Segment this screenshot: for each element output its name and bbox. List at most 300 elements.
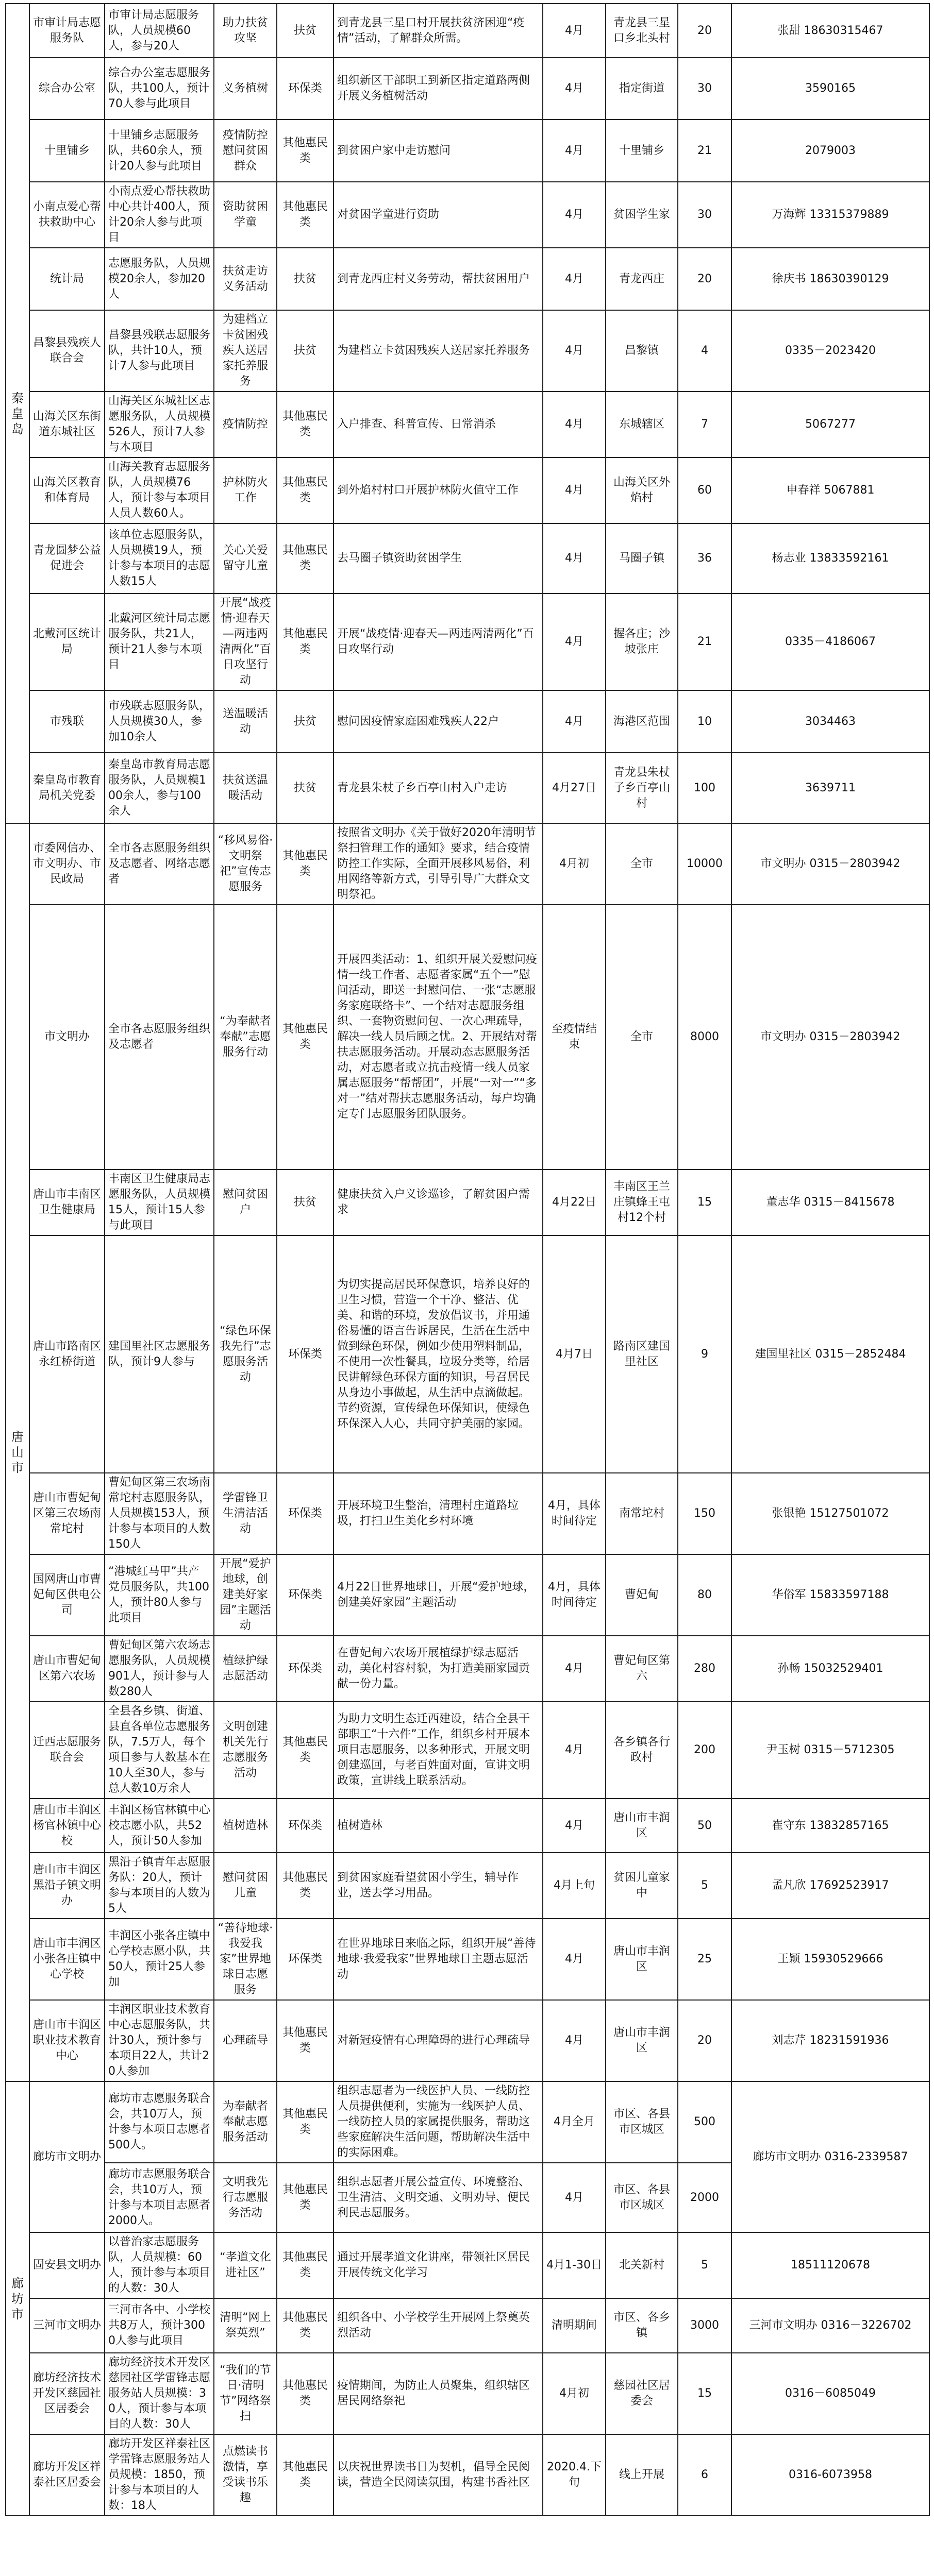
- contact-cell: 万海辉 13315379889: [731, 182, 929, 248]
- num-cell: 2000: [678, 2163, 731, 2232]
- team-cell: 廊坊开发区祥泰社区学雷锋志愿服务站人员规模：1850，预计参与本项目的人数：18人: [105, 2434, 214, 2516]
- time-cell: 4月: [543, 2163, 606, 2232]
- place-cell: 山海关区外焰村: [606, 457, 678, 523]
- content-cell: 组织各中、小学校学生开展网上祭奠英烈活动: [333, 2298, 543, 2353]
- type-cell: 其他惠民类: [277, 120, 333, 182]
- time-cell: 4月全月: [543, 2081, 606, 2163]
- project-cell: 开展“战疫情·迎春天—两违两清两化”百日攻坚行动: [214, 594, 277, 690]
- team-cell: 秦皇岛市教育局志愿服务队，人员规模100余人，参与100余人: [105, 753, 214, 823]
- place-cell: 丰南区王兰庄镇蜂王屯村12个村: [606, 1170, 678, 1235]
- contact-cell: 建国里社区 0315－2852484: [731, 1235, 929, 1473]
- time-cell: 4月: [543, 392, 606, 457]
- team-cell: 小南点爱心帮扶救助中心共计400人，预计20余人参与此项目: [105, 182, 214, 248]
- place-cell: 路南区建国里社区: [606, 1235, 678, 1473]
- type-cell: 其他惠民类: [277, 2353, 333, 2434]
- contact-cell: 崔守东 13832857165: [731, 1799, 929, 1853]
- time-cell: 4月: [543, 58, 606, 120]
- time-cell: 4月: [543, 1702, 606, 1799]
- num-cell: 15: [678, 1170, 731, 1235]
- team-cell: 廊坊市志愿服务联合会，共10万人，预计参与本项目志愿者500人。: [105, 2081, 214, 2163]
- contact-cell: 刘志芹 18231591936: [731, 2000, 929, 2081]
- place-cell: 北关新村: [606, 2232, 678, 2298]
- time-cell: 4月27日: [543, 753, 606, 823]
- place-cell: 全市: [606, 823, 678, 905]
- time-cell: 4月: [543, 690, 606, 753]
- unit-cell: 山海关区教育和体育局: [29, 457, 105, 523]
- num-cell: 30: [678, 58, 731, 120]
- team-cell: 市残联志愿服务队，人员规模30人，参加10余人: [105, 690, 214, 753]
- unit-cell: 廊坊市文明办: [29, 2081, 105, 2232]
- table-row: [6, 2434, 929, 2516]
- place-cell: 昌黎镇: [606, 310, 678, 392]
- num-cell: 3000: [678, 2298, 731, 2353]
- contact-cell: 张银艳 15127501072: [731, 1473, 929, 1554]
- contact-cell: 市文明办 0315－2803942: [731, 823, 929, 905]
- type-cell: 扶贫: [277, 753, 333, 823]
- table-row: [6, 58, 929, 120]
- place-cell: 指定街道: [606, 58, 678, 120]
- content-cell: 入户排查、科普宣传、日常消杀: [333, 392, 543, 457]
- unit-cell: 市残联: [29, 690, 105, 753]
- project-cell: 心理疏导: [214, 2000, 277, 2081]
- unit-cell: 廊坊开发区祥泰社区居委会: [29, 2434, 105, 2516]
- project-cell: 扶贫走访义务活动: [214, 248, 277, 310]
- content-cell: 通过开展孝道文化讲座，带领社区居民开展传统文化学习: [333, 2232, 543, 2298]
- contact-cell: 0316－6085049: [731, 2353, 929, 2434]
- content-cell: 为切实提高居民环保意识，培养良好的卫生习惯，营造一个干净、整洁、优美、和谐的环境，发放倡议书，并用通俗易懂的语言告诉居民，生活在生活中做到绿色环保，例如少使用塑料制品，不使用一次性餐具，垃圾分类等，给居民讲解绿色环保方面的知识，号召居民从身边小事做起，从生活中点滴做起。节约资源，宣传绿色环保知识，使绿色环保深入人心，共同守护美丽的家园。: [333, 1235, 543, 1473]
- project-cell: 护林防火工作: [214, 457, 277, 523]
- type-cell: 其他惠民类: [277, 594, 333, 690]
- num-cell: 50: [678, 1799, 731, 1853]
- num-cell: 21: [678, 594, 731, 690]
- table-row: [6, 2000, 929, 2081]
- time-cell: 4月上旬: [543, 1853, 606, 1919]
- team-cell: 北戴河区统计局志愿服务队，共21人，预计21人参与本项目: [105, 594, 214, 690]
- contact-cell: 5067277: [731, 392, 929, 457]
- team-cell: 山海关教育志愿服务队，人员规模76人，预计参与本项目人员人数60人。: [105, 457, 214, 523]
- num-cell: 9: [678, 1235, 731, 1473]
- time-cell: 至疫情结束: [543, 905, 606, 1170]
- unit-cell: 廊坊经济技术开发区慈园社区居委会: [29, 2353, 105, 2434]
- type-cell: 环保类: [277, 1554, 333, 1636]
- content-cell: 开展“战疫情·迎春天—两违两清两化”百日攻坚行动: [333, 594, 543, 690]
- team-cell: “港城红马甲”共产党员服务队，共100人，预计80人参与此项目: [105, 1554, 214, 1636]
- place-cell: 市区、各县市区城区: [606, 2081, 678, 2163]
- project-cell: 植树造林: [214, 1799, 277, 1853]
- place-cell: 贫困儿童家中: [606, 1853, 678, 1919]
- place-cell: 线上开展: [606, 2434, 678, 2516]
- content-cell: 健康扶贫入户义诊巡诊，了解贫困户需求: [333, 1170, 543, 1235]
- time-cell: 4月: [543, 182, 606, 248]
- contact-cell: 3639711: [731, 753, 929, 823]
- num-cell: 150: [678, 1473, 731, 1554]
- time-cell: 4月: [543, 120, 606, 182]
- content-cell: 组织志愿者为一线医护人员、一线防控人员提供便利，实施为一线医护人员、一线防控人员的家属提供服务，帮助这些家庭解决生活问题，帮助解决生活中的实际困难。: [333, 2081, 543, 2163]
- content-cell: 开展环境卫生整治，清理村庄道路垃圾，打扫卫生美化乡村环境: [333, 1473, 543, 1554]
- project-cell: 扶贫送温暖活动: [214, 753, 277, 823]
- contact-cell: 董志华 0315－8415678: [731, 1170, 929, 1235]
- contact-cell: 0335－2023420: [731, 310, 929, 392]
- contact-cell: 王颖 15930529666: [731, 1919, 929, 2000]
- table-row: [6, 823, 929, 905]
- project-cell: 慰问贫困儿童: [214, 1853, 277, 1919]
- place-cell: 贫困学生家: [606, 182, 678, 248]
- unit-cell: 唐山市丰润区小张各庄镇中心学校: [29, 1919, 105, 2000]
- type-cell: 环保类: [277, 1919, 333, 2000]
- time-cell: 2020.4.下旬: [543, 2434, 606, 2516]
- unit-cell: 市审计局志愿服务队: [29, 4, 105, 58]
- table-row: [6, 392, 929, 457]
- unit-cell: 唐山市丰南区卫生健康局: [29, 1170, 105, 1235]
- table-row: [6, 2298, 929, 2353]
- project-cell: 送温暖活动: [214, 690, 277, 753]
- place-cell: 青龙县朱杖子乡百亭山村: [606, 753, 678, 823]
- volunteer-project-table: [5, 3, 930, 2516]
- time-cell: 4月: [543, 1919, 606, 2000]
- content-cell: 在世界地球日来临之际，组织开展“善待地球·我爱我家”世界地球日主题志愿活动: [333, 1919, 543, 2000]
- contact-cell: 孟凡欣 17692523917: [731, 1853, 929, 1919]
- unit-cell: 唐山市曹妃甸区第三农场南常坨村: [29, 1473, 105, 1554]
- table-row: [6, 2353, 929, 2434]
- type-cell: 其他惠民类: [277, 2000, 333, 2081]
- time-cell: 4月: [543, 457, 606, 523]
- table-row: [6, 310, 929, 392]
- contact-cell: 申春祥 5067881: [731, 457, 929, 523]
- num-cell: 60: [678, 457, 731, 523]
- team-cell: 综合办公室志愿服务队，共100人，预计70人参与此项目: [105, 58, 214, 120]
- unit-cell: 十里铺乡: [29, 120, 105, 182]
- place-cell: 全市: [606, 905, 678, 1170]
- place-cell: 唐山市丰润区: [606, 1919, 678, 2000]
- num-cell: 20: [678, 2000, 731, 2081]
- type-cell: 环保类: [277, 58, 333, 120]
- contact-cell: 廊坊市文明办 0316-2339587: [731, 2081, 929, 2232]
- num-cell: 4: [678, 310, 731, 392]
- place-cell: 海港区范围: [606, 690, 678, 753]
- content-cell: 以庆祝世界读书日为契机，倡导全民阅读，营造全民阅读氛围，构建书香社区: [333, 2434, 543, 2516]
- table-row: [6, 248, 929, 310]
- time-cell: 清明期间: [543, 2298, 606, 2353]
- content-cell: 组织新区干部职工到新区指定道路两侧开展义务植树活动: [333, 58, 543, 120]
- team-cell: 黑沿子镇青年志愿服务队：20人，预计参与本项目的人数为5人: [105, 1853, 214, 1919]
- table-row: [6, 182, 929, 248]
- team-cell: 以普治家志愿服务队，人员规模：60人，预计参与本项目的人数：30人: [105, 2232, 214, 2298]
- content-cell: 按照省文明办《关于做好2020年清明节祭扫管理工作的通知》要求，结合疫情防控工作实际，全面开展移风易俗，利用网络等新方式，引导引导广大群众文明祭祀。: [333, 823, 543, 905]
- table-row: [6, 1554, 929, 1636]
- content-cell: 青龙县朱杖子乡百亭山村入户走访: [333, 753, 543, 823]
- unit-cell: 唐山市丰润区黑沿子镇文明办: [29, 1853, 105, 1919]
- team-cell: 建国里社区志愿服务队，预计9人参与: [105, 1235, 214, 1473]
- time-cell: 4月22日: [543, 1170, 606, 1235]
- num-cell: 280: [678, 1636, 731, 1702]
- unit-cell: 北戴河区统计局: [29, 594, 105, 690]
- place-cell: 各乡镇各行政村: [606, 1702, 678, 1799]
- content-cell: 到贫困户家中走访慰问: [333, 120, 543, 182]
- city-cell: 唐山市: [6, 823, 29, 2081]
- contact-cell: 0335－4186067: [731, 594, 929, 690]
- time-cell: 4月初: [543, 823, 606, 905]
- type-cell: 扶贫: [277, 310, 333, 392]
- project-cell: “我们的节日·清明节”网络祭扫: [214, 2353, 277, 2434]
- type-cell: 环保类: [277, 1799, 333, 1853]
- project-cell: “绿色环保我先行”志愿服务活动: [214, 1235, 277, 1473]
- place-cell: 东城辖区: [606, 392, 678, 457]
- table-row: [6, 1235, 929, 1473]
- num-cell: 8000: [678, 905, 731, 1170]
- table-body: [6, 4, 929, 2516]
- team-cell: 廊坊经济技术开发区慈园社区学雷锋志愿服务站人员规模：30人，预计参与本项目的人数：30人: [105, 2353, 214, 2434]
- unit-cell: 三河市文明办: [29, 2298, 105, 2353]
- num-cell: 10000: [678, 823, 731, 905]
- team-cell: 丰润区小张各庄镇中心学校志愿小队，共50人，预计25人参加: [105, 1919, 214, 2000]
- table-row: [6, 1170, 929, 1235]
- contact-cell: 3590165: [731, 58, 929, 120]
- type-cell: 扶贫: [277, 248, 333, 310]
- type-cell: 其他惠民类: [277, 2298, 333, 2353]
- num-cell: 5: [678, 2232, 731, 2298]
- team-cell: 丰润区职业技术教育中心志愿服务队，共计30人，预计参与本项目22人，共计20人参加: [105, 2000, 214, 2081]
- place-cell: 唐山市丰润区: [606, 2000, 678, 2081]
- type-cell: 环保类: [277, 1636, 333, 1702]
- num-cell: 15: [678, 2353, 731, 2434]
- content-cell: 为建档立卡贫困残疾人送居家托养服务: [333, 310, 543, 392]
- type-cell: 其他惠民类: [277, 905, 333, 1170]
- content-cell: 到青龙县三星口村开展扶贫济困迎“疫情”活动，了解群众所需。: [333, 4, 543, 58]
- unit-cell: 昌黎县残疾人联合会: [29, 310, 105, 392]
- num-cell: 30: [678, 182, 731, 248]
- type-cell: 扶贫: [277, 690, 333, 753]
- team-cell: 全市各志愿服务组织及志愿者、网络志愿者: [105, 823, 214, 905]
- type-cell: 环保类: [277, 1473, 333, 1554]
- place-cell: 曹妃甸: [606, 1554, 678, 1636]
- time-cell: 4月: [543, 248, 606, 310]
- place-cell: 慈园社区居委会: [606, 2353, 678, 2434]
- unit-cell: 唐山市丰润区职业技术教育中心: [29, 2000, 105, 2081]
- place-cell: 握各庄；沙坡张庄: [606, 594, 678, 690]
- time-cell: 4月: [543, 1636, 606, 1702]
- type-cell: 其他惠民类: [277, 523, 333, 594]
- time-cell: 4月: [543, 2000, 606, 2081]
- project-cell: 慰问贫困户: [214, 1170, 277, 1235]
- num-cell: 36: [678, 523, 731, 594]
- content-cell: 去马圈子镇资助贫困学生: [333, 523, 543, 594]
- contact-cell: 三河市文明办 0316－3226702: [731, 2298, 929, 2353]
- project-cell: 为建档立卡贫困残疾人送居家托养服务: [214, 310, 277, 392]
- place-cell: 市区、各乡镇: [606, 2298, 678, 2353]
- table-row: [6, 2232, 929, 2298]
- team-cell: 曹妃甸区第三农场南常坨村志愿服务队，人员规模153人，预计参与本项目的人数150人: [105, 1473, 214, 1554]
- unit-cell: 市委网信办、市文明办、市民政局: [29, 823, 105, 905]
- time-cell: 4月: [543, 594, 606, 690]
- type-cell: 其他惠民类: [277, 1702, 333, 1799]
- table-row: [6, 4, 929, 58]
- time-cell: 4月1-30日: [543, 2232, 606, 2298]
- table-row: [6, 2081, 929, 2163]
- contact-cell: 孙畅 15032529401: [731, 1636, 929, 1702]
- time-cell: 4月初: [543, 2353, 606, 2434]
- unit-cell: 国网唐山市曹妃甸区供电公司: [29, 1554, 105, 1636]
- place-cell: 曹妃甸区第六: [606, 1636, 678, 1702]
- contact-cell: 张甜 18630315467: [731, 4, 929, 58]
- type-cell: 其他惠民类: [277, 2434, 333, 2516]
- content-cell: 在曹妃甸六农场开展植绿护绿志愿活动，美化村容村貌，为打造美丽家园贡献一份力量。: [333, 1636, 543, 1702]
- team-cell: 丰南区卫生健康局志愿服务队，人员规模15人，预计15人参与此项目: [105, 1170, 214, 1235]
- project-cell: 植绿护绿志愿活动: [214, 1636, 277, 1702]
- table-row: [6, 1473, 929, 1554]
- place-cell: 马圈子镇: [606, 523, 678, 594]
- time-cell: 4月: [543, 1799, 606, 1853]
- time-cell: 4月7日: [543, 1235, 606, 1473]
- contact-cell: 0316-6073958: [731, 2434, 929, 2516]
- type-cell: 扶贫: [277, 1170, 333, 1235]
- table-row: [6, 1919, 929, 2000]
- time-cell: 4月，具体时间待定: [543, 1554, 606, 1636]
- place-cell: 青龙西庄: [606, 248, 678, 310]
- content-cell: 慰问因疫情家庭困难残疾人22户: [333, 690, 543, 753]
- team-cell: 丰润区杨官林镇中心校志愿小队，共52人，预计50人参加: [105, 1799, 214, 1853]
- type-cell: 其他惠民类: [277, 392, 333, 457]
- num-cell: 6: [678, 2434, 731, 2516]
- content-cell: 到青龙西庄村义务劳动，帮扶贫困用户: [333, 248, 543, 310]
- project-cell: 疫情防控慰问贫困群众: [214, 120, 277, 182]
- project-cell: 点燃读书激情，享受读书乐趣: [214, 2434, 277, 2516]
- team-cell: 廊坊市志愿服务联合会，共10万人，预计参与本项目志愿者2000人。: [105, 2163, 214, 2232]
- time-cell: 4月: [543, 523, 606, 594]
- time-cell: 4月，具体时间待定: [543, 1473, 606, 1554]
- project-cell: 开展“爱护地球，创建美好家园”主题活动: [214, 1554, 277, 1636]
- project-cell: 学雷锋卫生清洁活动: [214, 1473, 277, 1554]
- table-row: [6, 594, 929, 690]
- content-cell: 到贫困家庭看望贫困小学生，辅导作业，送去学习用品。: [333, 1853, 543, 1919]
- contact-cell: 杨志业 13833592161: [731, 523, 929, 594]
- team-cell: 市审计局志愿服务队，人员规模60人，参与20人: [105, 4, 214, 58]
- project-cell: 关心关爱留守儿童: [214, 523, 277, 594]
- project-cell: 助力扶贫攻坚: [214, 4, 277, 58]
- project-cell: 文明我先行志愿服务活动: [214, 2163, 277, 2232]
- project-cell: 疫情防控: [214, 392, 277, 457]
- place-cell: 十里铺乡: [606, 120, 678, 182]
- unit-cell: 秦皇岛市教育局机关党委: [29, 753, 105, 823]
- num-cell: 7: [678, 392, 731, 457]
- contact-cell: 市文明办 0315－2803942: [731, 905, 929, 1170]
- content-cell: 对贫困学童进行资助: [333, 182, 543, 248]
- num-cell: 500: [678, 2081, 731, 2163]
- content-cell: 到外焰村村口开展护林防火值守工作: [333, 457, 543, 523]
- city-cell: 廊坊市: [6, 2081, 29, 2516]
- table-row: [6, 1799, 929, 1853]
- num-cell: 100: [678, 753, 731, 823]
- content-cell: 开展四类活动：1、组织开展关爱慰问疫情一线工作者、志愿者家属“五个一”慰问活动，即送一封慰问信、一张“志愿服务家庭联络卡”、一个结对志愿服务组织、一套物资慰问包、一次心理疏导，解决一线人员后顾之忧。2、开展结对帮扶志愿服务活动。开展动态志愿服务活动，对志愿者或立抗击疫情一线人员家属志愿服务“帮帮团”，开展“一对一”“多对一”结对帮扶志愿服务活动，每户均确定专门志愿服务团队服务。: [333, 905, 543, 1170]
- place-cell: 市区、各县市区城区: [606, 2163, 678, 2232]
- team-cell: 十里铺乡志愿服务队，共60余人，预计20人参与此项目: [105, 120, 214, 182]
- place-cell: 青龙县三星口乡北头村: [606, 4, 678, 58]
- table-row: [6, 1636, 929, 1702]
- content-cell: 对新冠疫情有心理障碍的进行心理疏导: [333, 2000, 543, 2081]
- content-cell: 为助力文明生态迁西建设，结合全县干部职工“十六件”工作，组织乡村开展本项目志愿服务，以多种形式，开展文明创建巡回，与老百姓面对面，宣讲文明政策，宣讲线上联系活动。: [333, 1702, 543, 1799]
- contact-cell: 2079003: [731, 120, 929, 182]
- team-cell: 昌黎县残联志愿服务队，共计10人，预计7人参与此项目: [105, 310, 214, 392]
- unit-cell: 迁西志愿服务联合会: [29, 1702, 105, 1799]
- team-cell: 该单位志愿服务队，人员规模19人，预计参与本项目的志愿人数15人: [105, 523, 214, 594]
- type-cell: 其他惠民类: [277, 457, 333, 523]
- project-cell: 为奉献者奉献志愿服务活动: [214, 2081, 277, 2163]
- table-row: [6, 457, 929, 523]
- contact-cell: 尹玉树 0315－5712305: [731, 1702, 929, 1799]
- unit-cell: 唐山市路南区永红桥街道: [29, 1235, 105, 1473]
- team-cell: 志愿服务队，人员规模20余人，参加20人: [105, 248, 214, 310]
- num-cell: 20: [678, 4, 731, 58]
- project-cell: “移风易俗·文明祭祀”宣传志愿服务: [214, 823, 277, 905]
- table-row: [6, 523, 929, 594]
- content-cell: 植树造林: [333, 1799, 543, 1853]
- num-cell: 80: [678, 1554, 731, 1636]
- place-cell: 南常坨村: [606, 1473, 678, 1554]
- city-cell: 秦皇岛: [6, 4, 29, 823]
- team-cell: 曹妃甸区第六农场志愿服务队，人员规模901人，预计参与人数280人: [105, 1636, 214, 1702]
- time-cell: 4月: [543, 4, 606, 58]
- table-row: [6, 690, 929, 753]
- type-cell: 其他惠民类: [277, 823, 333, 905]
- num-cell: 21: [678, 120, 731, 182]
- unit-cell: 山海关区东街道东城社区: [29, 392, 105, 457]
- place-cell: 唐山市丰润区: [606, 1799, 678, 1853]
- unit-cell: 市文明办: [29, 905, 105, 1170]
- num-cell: 10: [678, 690, 731, 753]
- unit-cell: 唐山市曹妃甸区第六农场: [29, 1636, 105, 1702]
- contact-cell: 徐庆书 18630390129: [731, 248, 929, 310]
- unit-cell: 小南点爱心帮扶救助中心: [29, 182, 105, 248]
- project-cell: “为奉献者奉献”志愿服务行动: [214, 905, 277, 1170]
- table-row: [6, 120, 929, 182]
- content-cell: 4月22日世界地球日，开展“爱护地球，创建美好家园”主题活动: [333, 1554, 543, 1636]
- unit-cell: 统计局: [29, 248, 105, 310]
- contact-cell: 华俗军 15833597188: [731, 1554, 929, 1636]
- type-cell: 其他惠民类: [277, 2081, 333, 2163]
- type-cell: 其他惠民类: [277, 182, 333, 248]
- team-cell: 全市各志愿服务组织及志愿者: [105, 905, 214, 1170]
- project-cell: “善待地球·我爱我家”世界地球日志愿服务: [214, 1919, 277, 2000]
- unit-cell: 青龙圆梦公益促进会: [29, 523, 105, 594]
- type-cell: 其他惠民类: [277, 1853, 333, 1919]
- table-row: [6, 1853, 929, 1919]
- project-cell: “孝道文化进社区”: [214, 2232, 277, 2298]
- team-cell: 全县各乡镇、街道、县直各单位志愿服务队，7.5万人，每个项目参与人数基本在10人至30人，参与总人数10万余人: [105, 1702, 214, 1799]
- table-row: [6, 1702, 929, 1799]
- contact-cell: 18511120678: [731, 2232, 929, 2298]
- table-row: [6, 753, 929, 823]
- type-cell: 扶贫: [277, 4, 333, 58]
- project-cell: 资助贫困学童: [214, 182, 277, 248]
- content-cell: 疫情期间，为防止人员聚集，组织辖区居民网络祭祀: [333, 2353, 543, 2434]
- project-cell: 清明“网上祭英烈”: [214, 2298, 277, 2353]
- project-cell: 文明创建机关先行志愿服务活动: [214, 1702, 277, 1799]
- unit-cell: 固安县文明办: [29, 2232, 105, 2298]
- num-cell: 5: [678, 1853, 731, 1919]
- project-cell: 义务植树: [214, 58, 277, 120]
- num-cell: 25: [678, 1919, 731, 2000]
- team-cell: 三河市各中、小学校共8万人，预计3000人参与此项目: [105, 2298, 214, 2353]
- type-cell: 环保类: [277, 1235, 333, 1473]
- team-cell: 山海关区东城社区志愿服务队，人员规模526人，预计7人参与本项目: [105, 392, 214, 457]
- type-cell: 其他惠民类: [277, 2163, 333, 2232]
- unit-cell: 综合办公室: [29, 58, 105, 120]
- table-row: [6, 905, 929, 1170]
- type-cell: 其他惠民类: [277, 2232, 333, 2298]
- num-cell: 200: [678, 1702, 731, 1799]
- content-cell: 组织志愿者开展公益宣传、环境整治、卫生清洁、文明交通、文明劝导、便民利民志愿服务。: [333, 2163, 543, 2232]
- time-cell: 4月: [543, 310, 606, 392]
- unit-cell: 唐山市丰润区杨官林镇中心校: [29, 1799, 105, 1853]
